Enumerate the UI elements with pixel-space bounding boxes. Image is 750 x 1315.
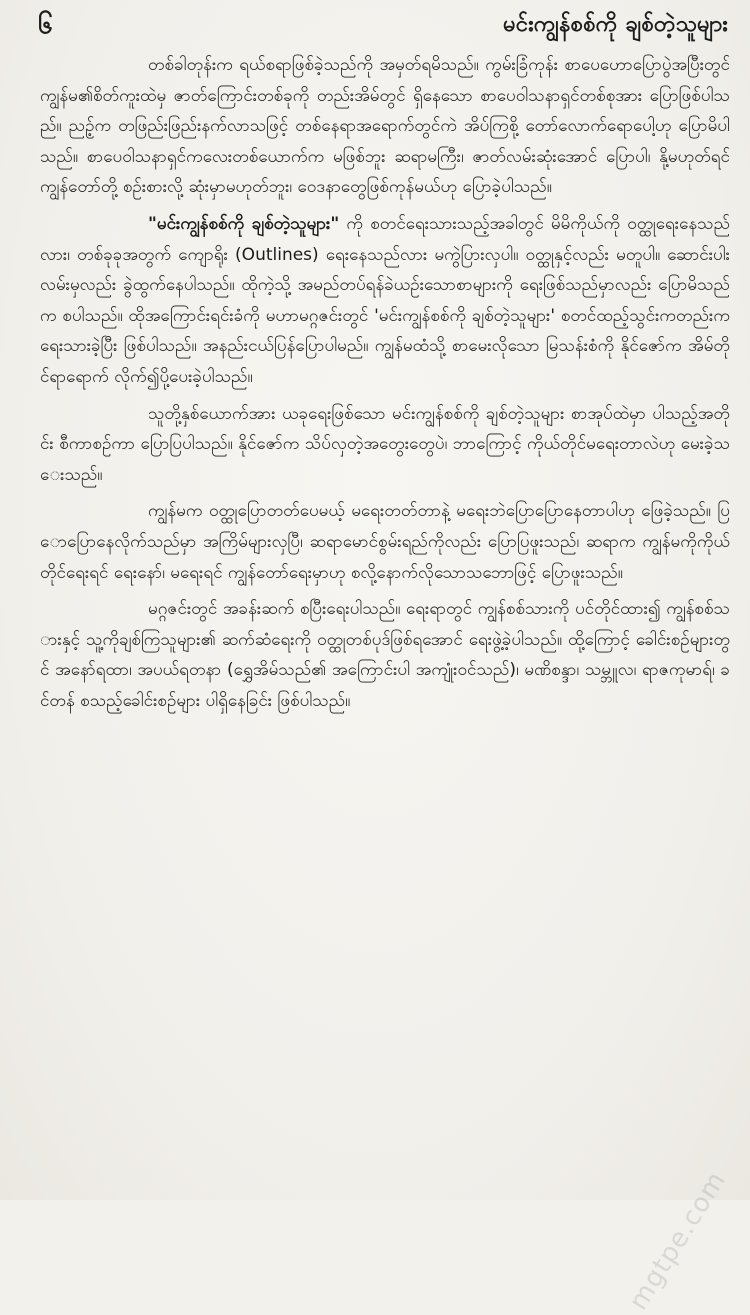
- page-header: [38, 6, 728, 50]
- paragraph-text: သူတို့နှစ်ယောက်အား ယခုရေးဖြစ်သော မင်းကျွန်စစ်ကို ချစ်တဲ့သူများ စာအုပ်ထဲမှာ ပါသည့်အတိုင်း စီကာစဉ်ကာ ပြောပြပါသည်။ နိုင်ဇော်က သိပ်လှတဲ့အတွေးတွေပဲ၊ ဘာကြောင့် ကိုယ်တိုင်မရေးတာလဲဟု မေးခဲ့သေးသည်။: [40, 403, 730, 485]
- paragraph-1: [40, 50, 730, 203]
- book-title-quote: "မင်းကျွန်စစ်ကို ချစ်တဲ့သူများ": [148, 213, 340, 234]
- paragraph-2: [40, 209, 730, 393]
- paragraph-3: [40, 399, 730, 491]
- paragraph-text: ကျွန်မက ဝတ္ထုပြောတတ်ပေမယ့် မရေးတတ်တာနဲ့ မရေးဘဲပြောပြောနေတာပါဟု ဖြေခဲ့သည်။ ပြောပြောနေလိုက်သည်မှာ အကြိမ်များလှပြီ၊ ဆရာမောင်စွမ်းရည်ကိုလည်း ပြောပြဖူးသည်၊ ဆရာက ကျွန်မကိုကိုယ်တိုင်ရေးရင် ရေးနော်၊ မရေးရင် ကျွန်တော်ရေးမှာဟု စလို့နောက်လိုသောသဘောဖြင့် ပြောဖူးသည်။: [40, 501, 730, 583]
- paragraph-text: တစ်ခါတုန်းက ရယ်စရာဖြစ်ခဲ့သည်ကို အမှတ်ရမိသည်။ ကွမ်းခြံကုန်း စာပေဟောပြောပွဲအပြီးတွင် ကျွန်မ၏စိတ်ကူးထဲမှ ဇာတ်ကြောင်းတစ်ခုကို တည်းအိမ်တွင် ရှိနေသော စာပေဝါသနာရှင်တစ်စုအား ပြောဖြစ်ပါသည်။ ညဉ့်က တဖြည်းဖြည်းနက်လာသဖြင့် တစ်နေရာအရောက်တွင်ကဲ အိပ်ကြစို့ တော်လောက်ရောပေါ့ဟု ပြောမိပါသည်။ စာပေဝါသနာရှင်ကလေးတစ်ယောက်က မဖြစ်ဘူး ဆရာမကြီး၊ ဇာတ်လမ်းဆုံးအောင် ပြောပါ၊ နို့မဟုတ်ရင် ကျွန်တော်တို့ စဉ်းစားလို့ ဆုံးမှာမဟုတ်ဘူး၊ ဝေဒနာတွေဖြစ်ကုန်မယ်ဟု ပြောခဲ့ပါသည်။: [40, 55, 730, 198]
- body-text: [40, 50, 730, 1190]
- paragraph-5: [40, 594, 730, 716]
- paragraph-text: မဂ္ဂဇင်းတွင် အခန်းဆက် စပြီးရေးပါသည်။ ရေးရာတွင် ကျွန်စစ်သားကို ပင်တိုင်ထား၍ ကျွန်စစ်သားနှင့် သူ့ကိုချစ်ကြသူများ၏ ဆက်ဆံရေးကို ဝတ္ထုတစ်ပုဒ်ဖြစ်ရအောင် ရေးဖွဲ့ခဲ့ပါသည်။ ထို့ကြောင့် ခေါင်းစဉ်များတွင် အနော်ရထာ၊ အပယ်ရတနာ (ရွှေအိမ်သည်၏ အကြောင်းပါ အကျုံးဝင်သည်)၊ မဏိစန္ဒာ၊ သမ္ဘူလ၊ ရာဇကုမာရ်၊ ခင်တန် စသည့်ခေါင်းစဉ်များ ပါရှိနေခြင်း ဖြစ်ပါသည်။: [40, 599, 730, 711]
- watermark: mgtpe.com: [623, 1166, 732, 1315]
- page-number: ၆: [38, 10, 53, 40]
- paragraph-4: [40, 496, 730, 588]
- paragraph-text: ကို စတင်ရေးသားသည့်အခါတွင် မိမိကိုယ်ကို ဝတ္ထုရေးနေသည်လား၊ တစ်ခုခုအတွက် ကျောရိုး (Outlines) ရေးနေသည်လား မကွဲပြားလှပါ။ ဝတ္ထုနှင့်လည်း မတူပါ။ ဆောင်းပါးလမ်းမှလည်း ခွဲထွက်နေပါသည်။ ထိုကဲ့သို့ အမည်တပ်ရန်ခဲယဉ်းသောစာများကို ရေးဖြစ်သည်မှာလည်း ပြောမိသည်က စပါသည်။ ထိုအကြောင်းရင်းခံကို မဟာမဂ္ဂဇင်းတွင် 'မင်းကျွန်စစ်ကို ချစ်တဲ့သူများ' စတင်ထည့်သွင်းကတည်းက ရေးသားခဲ့ပြီး ဖြစ်ပါသည်။ အနည်းငယ်ပြန်ပြောပါမည်။ ကျွန်မထံသို့ စာမေးလိုသော မြသန်းစံကို နိုင်ဇော်က အိမ်တိုင်ရာရောက် လိုက်၍ပို့ပေးခဲ့ပါသည်။: [40, 213, 730, 387]
- running-title: မင်းကျွန်စစ်ကို ချစ်တဲ့သူများ: [503, 12, 728, 37]
